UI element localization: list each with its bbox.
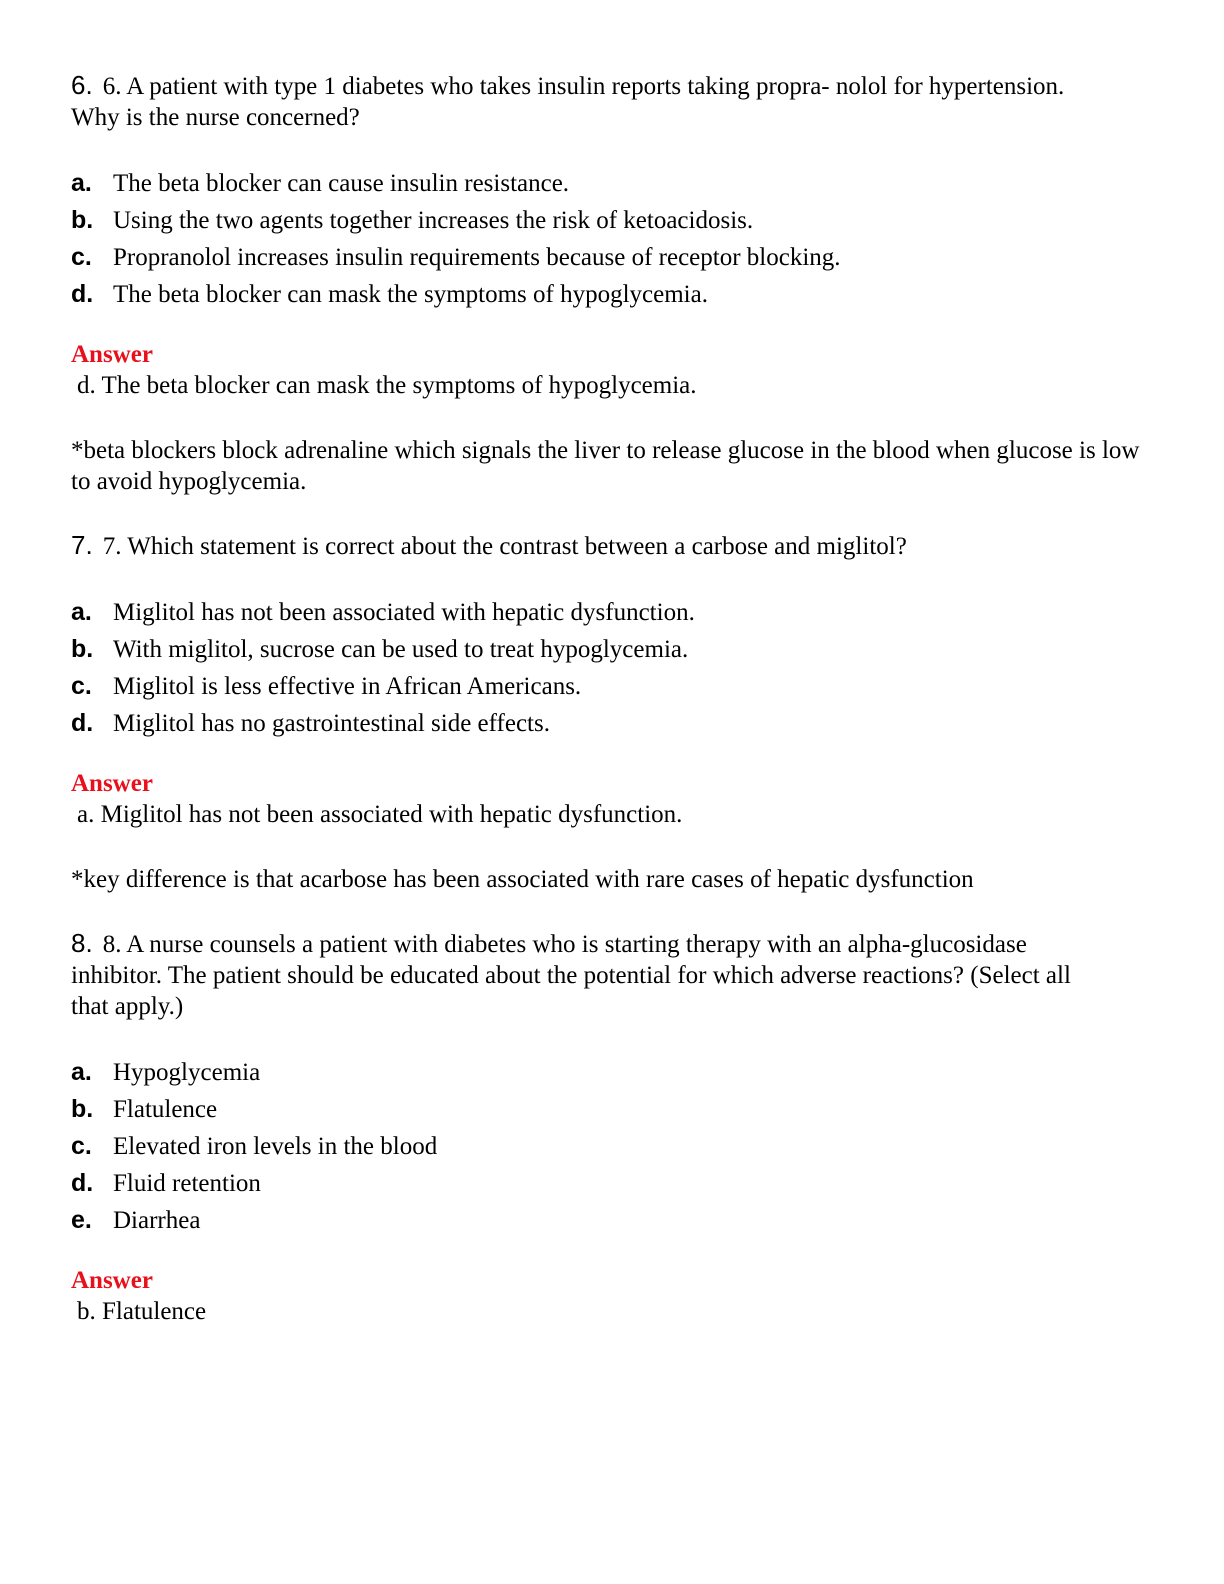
question-stem: [71, 928, 1151, 1022]
question-stem: [71, 530, 1151, 562]
option-letter: a.: [71, 598, 92, 626]
option-c: [71, 1128, 1151, 1165]
option-text: Diarrhea: [113, 1207, 201, 1234]
options-list: [71, 594, 1151, 742]
question-8: [71, 928, 1151, 1327]
option-c: [71, 239, 1151, 276]
option-d: [71, 705, 1151, 742]
option-d: [71, 1165, 1151, 1202]
options-list: [71, 1054, 1151, 1239]
option-b: [71, 631, 1151, 668]
option-letter: c.: [71, 672, 92, 700]
option-c: [71, 668, 1151, 705]
options-list: [71, 165, 1151, 313]
option-letter: d.: [71, 709, 94, 737]
question-number: 8.: [71, 928, 93, 958]
option-a: [71, 1054, 1151, 1091]
option-d: [71, 276, 1151, 313]
option-text: Hypoglycemia: [113, 1059, 261, 1086]
question-number: 6.: [71, 70, 93, 100]
option-text: Elevated iron levels in the blood: [113, 1133, 438, 1160]
option-letter: e.: [71, 1206, 92, 1234]
option-text: Miglitol has not been associated with hepatic dysfunction.: [113, 599, 695, 626]
document-page: [71, 70, 1151, 1327]
answer-heading: Answer: [71, 770, 153, 797]
option-a: [71, 165, 1151, 202]
option-text: Fluid retention: [113, 1170, 261, 1197]
option-b: [71, 202, 1151, 239]
question-text: 7. Which statement is correct about the contrast between a carbose and miglitol?: [102, 533, 907, 560]
option-text: Miglitol has no gastrointestinal side effects.: [113, 710, 550, 737]
option-letter: d.: [71, 280, 94, 308]
option-b: [71, 1091, 1151, 1128]
option-letter: a.: [71, 169, 92, 197]
question-stem: [71, 70, 1151, 133]
answer-text: a. Miglitol has not been associated with hepatic dysfunction.: [77, 801, 683, 828]
option-text: Flatulence: [113, 1096, 218, 1123]
explanation-note: *key difference is that acarbose has been associated with rare cases of hepatic dysfunction: [71, 866, 974, 893]
option-letter: c.: [71, 1132, 92, 1160]
option-letter: b.: [71, 206, 94, 234]
option-text: The beta blocker can mask the symptoms of hypoglycemia.: [113, 281, 708, 308]
question-6: [71, 70, 1151, 497]
option-e: [71, 1202, 1151, 1239]
question-number: 7.: [71, 530, 93, 560]
question-7: [71, 530, 1151, 895]
option-text: With miglitol, sucrose can be used to treat hypoglycemia.: [113, 636, 689, 663]
option-text: Propranolol increases insulin requirements because of receptor blocking.: [113, 244, 841, 271]
question-text: 8. A nurse counsels a patient with diabetes who is starting therapy with an alpha-glucosidase inhibitor. The patient should be educated about the potential for which adverse reactions? (Select all that apply.): [71, 931, 1071, 1020]
spacer: [71, 497, 1151, 530]
option-a: [71, 594, 1151, 631]
question-text: 6. A patient with type 1 diabetes who takes insulin reports taking propra- nolol for hypertension. Why is the nurse concerned?: [71, 73, 1065, 131]
answer-text: d. The beta blocker can mask the symptoms of hypoglycemia.: [77, 372, 697, 399]
option-text: Using the two agents together increases the risk of ketoacidosis.: [113, 207, 754, 234]
spacer: [71, 895, 1151, 928]
answer-heading: Answer: [71, 341, 153, 368]
option-text: Miglitol is less effective in African Americans.: [113, 673, 582, 700]
option-letter: a.: [71, 1058, 92, 1086]
answer-heading: Answer: [71, 1267, 153, 1294]
option-text: The beta blocker can cause insulin resistance.: [113, 170, 570, 197]
answer-text: b. Flatulence: [77, 1298, 207, 1325]
option-letter: b.: [71, 635, 94, 663]
option-letter: d.: [71, 1169, 94, 1197]
option-letter: c.: [71, 243, 92, 271]
option-letter: b.: [71, 1095, 94, 1123]
explanation-note: *beta blockers block adrenaline which signals the liver to release glucose in the blood when glucose is low to avoid hypoglycemia.: [71, 437, 1140, 495]
